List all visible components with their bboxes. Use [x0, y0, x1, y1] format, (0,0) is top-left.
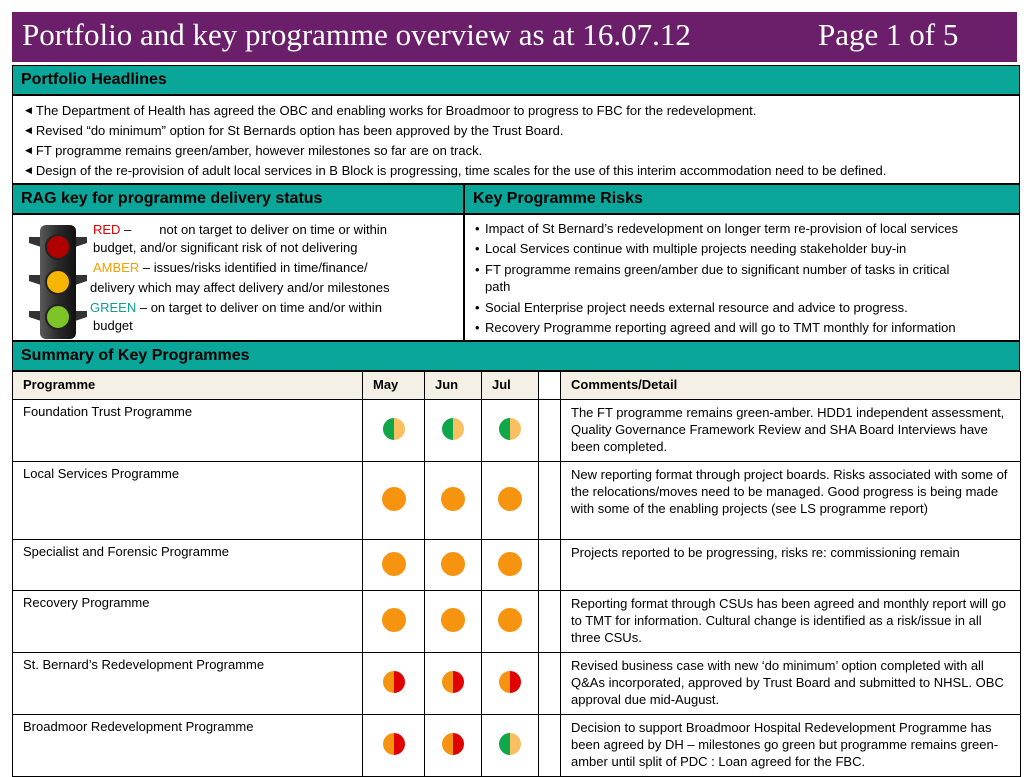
status-may [363, 400, 425, 462]
status-jun [425, 540, 482, 591]
programme-name: Local Services Programme [13, 462, 363, 540]
table-row [13, 715, 1021, 777]
rag-red-line-2: budget, and/or significant risk of not delivering [93, 240, 358, 255]
status-may [363, 715, 425, 777]
status-may [363, 653, 425, 715]
headline-item: ◀ The Department of Health has agreed the OBC and enabling works for Broadmoor to progress to FBC for the redevelopment. [25, 103, 757, 118]
programme-comment: The FT programme remains green-amber. HDD1 independent assessment, Quality Governance Framework Review and SHA Board Interviews have been completed. [561, 400, 1021, 462]
risk-item: • Social Enterprise project needs external resource and advice to progress. [475, 300, 908, 315]
programme-name: Recovery Programme [13, 591, 363, 653]
status-amber-icon [498, 608, 522, 632]
programme-comment: Revised business case with new ‘do minimum’ option completed with all Q&As incorporated, approved by Trust Board and submitted to NHSL. OBC approval due mid-August. [561, 653, 1021, 715]
programme-name: Broadmoor Redevelopment Programme [13, 715, 363, 777]
status-amber-icon [441, 608, 465, 632]
status-jul [482, 715, 539, 777]
status-green-amber-icon [498, 417, 522, 441]
spacer-cell [539, 400, 561, 462]
table-header-row [13, 372, 1021, 400]
status-jun [425, 653, 482, 715]
status-may [363, 462, 425, 540]
rag-green-line: GREEN – on target to deliver on time and/or within [90, 300, 382, 315]
headline-item: ◀ Revised “do minimum” option for St Bernards option has been approved by the Trust Board. [25, 123, 564, 138]
programme-comment: New reporting format through project boards. Risks associated with some of the relocations/moves need to be managed. Good progress is being made with some of the enabling projects (see LS programme report) [561, 462, 1021, 540]
rag-key-heading: RAG key for programme delivery status [12, 184, 464, 214]
programme-comment: Decision to support Broadmoor Hospital Redevelopment Programme has been agreed by DH – milestones go green but programme remains green-amber until split of PDC : Loan agreed for the FBC. [561, 715, 1021, 777]
status-jul [482, 653, 539, 715]
key-risks-heading: Key Programme Risks [464, 184, 1020, 214]
status-may [363, 540, 425, 591]
status-amber-icon [498, 487, 522, 511]
rag-amber-line: AMBER – issues/risks identified in time/finance/ [93, 260, 368, 275]
status-jul [482, 462, 539, 540]
programme-comment: Projects reported to be progressing, risks re: commissioning remain [561, 540, 1021, 591]
status-amber-icon [441, 487, 465, 511]
page-title: Portfolio and key programme overview as at 16.07.12 [22, 17, 691, 52]
table-row [13, 653, 1021, 715]
status-jul [482, 591, 539, 653]
portfolio-headlines [12, 95, 1020, 184]
status-jul [482, 540, 539, 591]
status-jun [425, 400, 482, 462]
title-bar [12, 12, 1017, 62]
programme-name: Specialist and Forensic Programme [13, 540, 363, 591]
table-row [13, 462, 1021, 540]
col-blank [539, 372, 561, 400]
bullet-icon: ◀ [25, 165, 32, 175]
status-jul [482, 400, 539, 462]
spacer-cell [539, 540, 561, 591]
col-jun: Jun [425, 372, 482, 400]
rag-red-line: RED – not on target to deliver on time or within [93, 222, 387, 237]
status-amber-icon [382, 487, 406, 511]
status-green-amber-icon [441, 417, 465, 441]
col-comments: Comments/Detail [561, 372, 1021, 400]
risk-item: • Local Services continue with multiple projects needing stakeholder buy-in [475, 241, 907, 256]
bullet-icon: ◀ [25, 105, 32, 115]
spacer-cell [539, 591, 561, 653]
status-amber-icon [382, 608, 406, 632]
status-amber-red-icon [441, 732, 465, 756]
table-row [13, 591, 1021, 653]
spacer-cell [539, 462, 561, 540]
col-may: May [363, 372, 425, 400]
spacer-cell [539, 715, 561, 777]
rag-key [12, 214, 464, 341]
status-amber-icon [382, 552, 406, 576]
status-amber-icon [498, 552, 522, 576]
risk-item: • Impact of St Bernard’s redevelopment on longer term re-provision of local services [475, 221, 959, 236]
risk-item: • FT programme remains green/amber due to significant number of tasks in critical [475, 262, 950, 277]
bullet-icon: ◀ [25, 145, 32, 155]
status-amber-red-icon [382, 732, 406, 756]
programme-name: St. Bernard’s Redevelopment Programme [13, 653, 363, 715]
table-row [13, 540, 1021, 591]
programme-name: Foundation Trust Programme [13, 400, 363, 462]
status-jun [425, 591, 482, 653]
summary-heading: Summary of Key Programmes [12, 341, 1020, 371]
headline-item: ◀ Design of the re-provision of adult local services in B Block is progressing, time scales for the use of this interim accommodation need to be defined. [25, 163, 887, 178]
programme-table [12, 371, 1021, 777]
status-green-amber-icon [498, 732, 522, 756]
status-amber-red-icon [498, 670, 522, 694]
status-may [363, 591, 425, 653]
headline-item: ◀ FT programme remains green/amber, however milestones so far are on track. [25, 143, 483, 158]
status-amber-red-icon [441, 670, 465, 694]
table-row [13, 400, 1021, 462]
page-number: Page 1 of 5 [818, 17, 959, 52]
portfolio-headlines-heading: Portfolio Headlines [12, 65, 1020, 95]
spacer-cell [539, 653, 561, 715]
programme-comment: Reporting format through CSUs has been agreed and monthly report will go to TMT for information. Cultural change is identified as a risk/issue in all three CSUs. [561, 591, 1021, 653]
status-jun [425, 715, 482, 777]
traffic-light-icon [27, 223, 89, 341]
rag-amber-line-2: delivery which may affect delivery and/or milestones [90, 280, 390, 295]
status-amber-icon [441, 552, 465, 576]
col-programme: Programme [13, 372, 363, 400]
risk-item: • Recovery Programme reporting agreed and will go to TMT monthly for information [475, 320, 956, 335]
status-jun [425, 462, 482, 540]
status-green-amber-icon [382, 417, 406, 441]
status-amber-red-icon [382, 670, 406, 694]
bullet-icon: ◀ [25, 125, 32, 135]
key-risks [464, 214, 1020, 341]
rag-green-line-2: budget [93, 318, 133, 333]
col-jul: Jul [482, 372, 539, 400]
risk-item-continued: path [485, 279, 511, 294]
